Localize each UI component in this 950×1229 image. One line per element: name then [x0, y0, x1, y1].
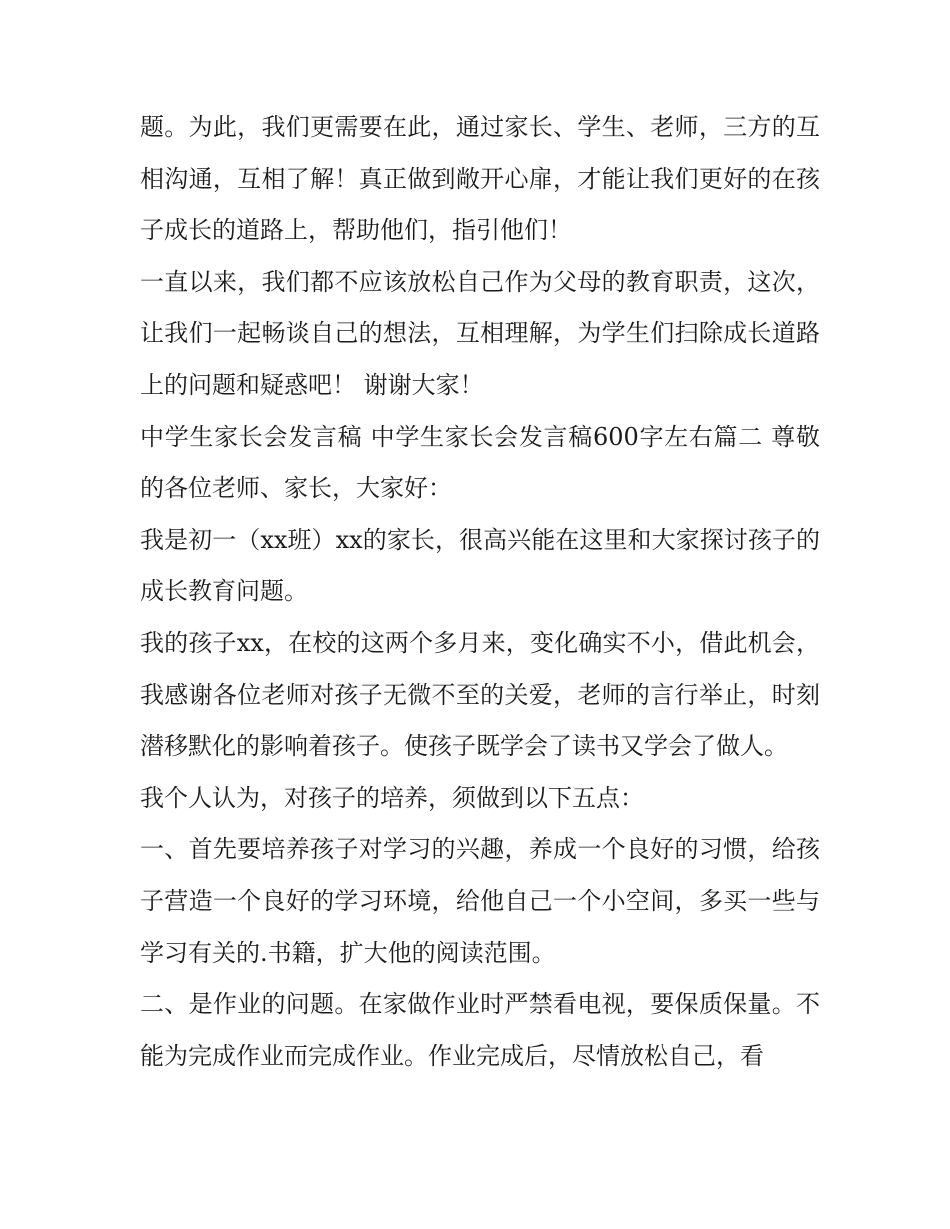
paragraph: 一直以来，我们都不应该放松自己作为父母的教育职责，这次，让我们一起畅谈自己的想法，互相理解，为学生们扫除成长道路上的问题和疑惑吧！ 谢谢大家！: [140, 267, 820, 399]
document-body: [140, 102, 820, 1082]
paragraph: 我个人认为，对孩子的培养，须做到以下五点：: [140, 783, 644, 812]
paragraph: 中学生家长会发言稿 中学生家长会发言稿600字左右篇二 尊敬的各位老师、家长，大家好：: [140, 422, 820, 503]
paragraph: 我是初一（xx班）xx的家长，很高兴能在这里和大家探讨孩子的成长教育问题。: [140, 525, 820, 606]
paragraph: 一、首先要培养孩子对学习的兴趣，养成一个良好的习惯，给孩子营造一个良好的学习环境，给他自己一个小空间，多买一些与学习有关的.书籍，扩大他的阅读范围。: [140, 835, 820, 967]
paragraph: 题。为此，我们更需要在此，通过家长、学生、老师，三方的互相沟通，互相了解！真正做到敞开心扉，才能让我们更好的在孩子成长的道路上，帮助他们，指引他们！: [140, 113, 820, 245]
paragraph: 我的孩子xx，在校的这两个多月来，变化确实不小，借此机会，我感谢各位老师对孩子无微不至的关爱，老师的言行举止，时刻潜移默化的影响着孩子。使孩子既学会了读书又学会了做人。: [140, 628, 820, 761]
paragraph: 二、是作业的问题。在家做作业时严禁看电视，要保质保量。不能为完成作业而完成作业。作业完成后，尽情放松自己，看: [140, 990, 820, 1070]
